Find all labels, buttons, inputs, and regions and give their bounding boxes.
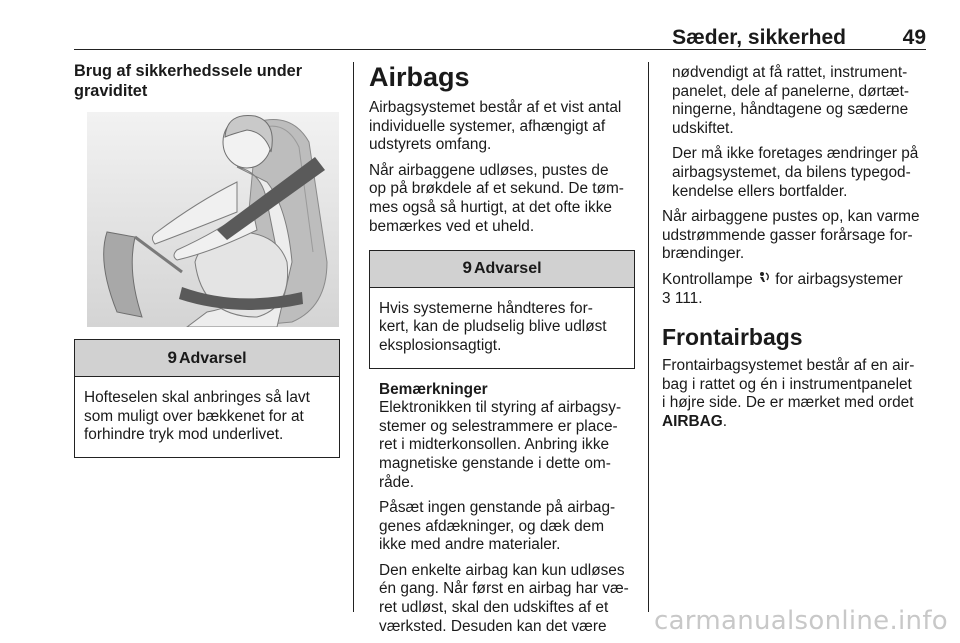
text-line: ret i midterkonsollen. Anbring ikke bbox=[379, 436, 610, 454]
paragraph bbox=[662, 357, 928, 431]
text-line: panelet, dele af panelerne, dørtæt- bbox=[672, 82, 909, 100]
text-line: Frontairbagsystemet består af en air- bbox=[662, 357, 915, 375]
warning-text bbox=[75, 377, 339, 457]
section-heading bbox=[74, 62, 340, 101]
warning-header bbox=[75, 340, 339, 377]
text-fragment: . bbox=[722, 412, 727, 430]
header-rule bbox=[74, 49, 926, 50]
paragraph bbox=[379, 399, 635, 492]
notes-heading-text: Bemærkninger bbox=[379, 380, 488, 398]
text-line: mes også så hurtigt, at det ofte ikke bbox=[369, 198, 612, 216]
warning-title: Advarsel bbox=[473, 260, 542, 278]
text-line: kendelse ellers bortfalder. bbox=[672, 182, 848, 200]
text-line: brændinger. bbox=[662, 245, 745, 263]
column-divider-2 bbox=[648, 62, 649, 612]
warning-title: Advarsel bbox=[178, 350, 247, 367]
paragraph bbox=[662, 208, 928, 264]
warning-box bbox=[74, 339, 340, 458]
section-title: Sæder, sikkerhed bbox=[672, 26, 846, 49]
text-line: bag i rattet og én i instrumentpanelet bbox=[662, 375, 912, 393]
text-line: nødvendigt at få rattet, instrument- bbox=[672, 64, 908, 81]
text-line: Påsæt ingen genstande på airbag- bbox=[379, 499, 616, 517]
warning-line: Hofteselen skal anbringes så lavt bbox=[84, 389, 310, 406]
column-3 bbox=[662, 64, 928, 439]
warning-line: Hvis systemerne håndteres for- bbox=[379, 299, 593, 317]
warning-icon: 9 bbox=[167, 348, 177, 367]
warning-text bbox=[370, 288, 634, 368]
column-2 bbox=[369, 62, 635, 643]
page-number: 49 bbox=[902, 26, 926, 49]
paragraph bbox=[379, 499, 635, 555]
section-heading-frontairbags: Frontairbags bbox=[662, 324, 803, 351]
notes-continued bbox=[662, 64, 928, 201]
text-line: Elektronikken til styring af airbagsy- bbox=[379, 399, 622, 417]
watermark: carmanualsonline.info bbox=[653, 606, 948, 636]
text-fragment: Kontrollampe bbox=[662, 270, 753, 288]
column-1 bbox=[74, 62, 340, 108]
text-line: Den enkelte airbag kan kun udløses bbox=[379, 561, 625, 579]
paragraph bbox=[672, 64, 928, 138]
text-line: genes afdækninger, og dæk dem bbox=[379, 517, 605, 535]
pregnant-seatbelt-illustration bbox=[87, 112, 339, 327]
column-divider-1 bbox=[353, 62, 354, 612]
section-heading-airbags: Airbags bbox=[369, 62, 470, 92]
notes-block bbox=[369, 381, 635, 637]
text-line: bemærkes ved et uheld. bbox=[369, 217, 535, 235]
text-line: Når airbaggene pustes op, kan varme bbox=[662, 208, 920, 226]
text-line: ningerne, håndtagene og sæderne bbox=[672, 101, 909, 119]
text-line: råde. bbox=[379, 473, 415, 491]
text-line: i højre side. De er mærket med ordet bbox=[662, 394, 914, 412]
warning-line: forhindre tryk mod underlivet. bbox=[84, 426, 284, 444]
text-line: én gang. Når først en airbag har væ- bbox=[379, 580, 629, 598]
text-line: ikke med andre materialer. bbox=[379, 536, 561, 554]
paragraph bbox=[672, 145, 928, 201]
text-line: ret udløst, skal den udskiftes af et bbox=[379, 599, 609, 617]
paragraph bbox=[379, 562, 635, 636]
paragraph bbox=[369, 162, 635, 236]
text-line: individuelle systemer, afhængigt af bbox=[369, 117, 606, 135]
warning-line: kert, kan de pludselig blive udløst bbox=[379, 318, 607, 336]
airbag-warning-icon bbox=[757, 271, 771, 286]
paragraph bbox=[662, 271, 928, 308]
text-line: Airbagsystemet består af et vist antal bbox=[369, 99, 622, 116]
page-header bbox=[74, 26, 926, 48]
paragraph bbox=[369, 99, 635, 155]
text-line: udskiftet. bbox=[672, 119, 734, 137]
text-line: udstyrets omfang. bbox=[369, 136, 492, 154]
heading-line: Brug af sikkerhedssele under bbox=[74, 62, 303, 80]
warning-icon: 9 bbox=[462, 258, 472, 278]
warning-box bbox=[369, 250, 635, 368]
text-line: udstrømmende gasser forårsage for- bbox=[662, 226, 913, 244]
notes-heading bbox=[379, 381, 635, 400]
airbag-label: AIRBAG bbox=[662, 412, 723, 430]
text-line: værksted. Desuden kan det være bbox=[379, 617, 607, 635]
text-line: Når airbaggene udløses, pustes de bbox=[369, 161, 609, 179]
text-fragment: for airbagsystemer bbox=[775, 270, 903, 288]
page-ref-link[interactable]: 111. bbox=[674, 289, 703, 307]
page-ref-arrow: 3 bbox=[662, 289, 671, 307]
text-line: airbagsystemet, da bilens typegod- bbox=[672, 163, 911, 181]
text-line: stemer og selestrammere er place- bbox=[379, 417, 618, 435]
warning-line: eksplosionsagtigt. bbox=[379, 336, 502, 354]
text-line: Der må ikke foretages ændringer på bbox=[672, 145, 919, 163]
warning-header bbox=[370, 251, 634, 288]
warning-line: som muligt over bækkenet for at bbox=[84, 407, 304, 425]
text-line: magnetiske genstande i dette om- bbox=[379, 454, 611, 472]
text-line: op på brøkdele af et sekund. De tøm- bbox=[369, 180, 624, 198]
heading-line: graviditet bbox=[74, 81, 148, 100]
